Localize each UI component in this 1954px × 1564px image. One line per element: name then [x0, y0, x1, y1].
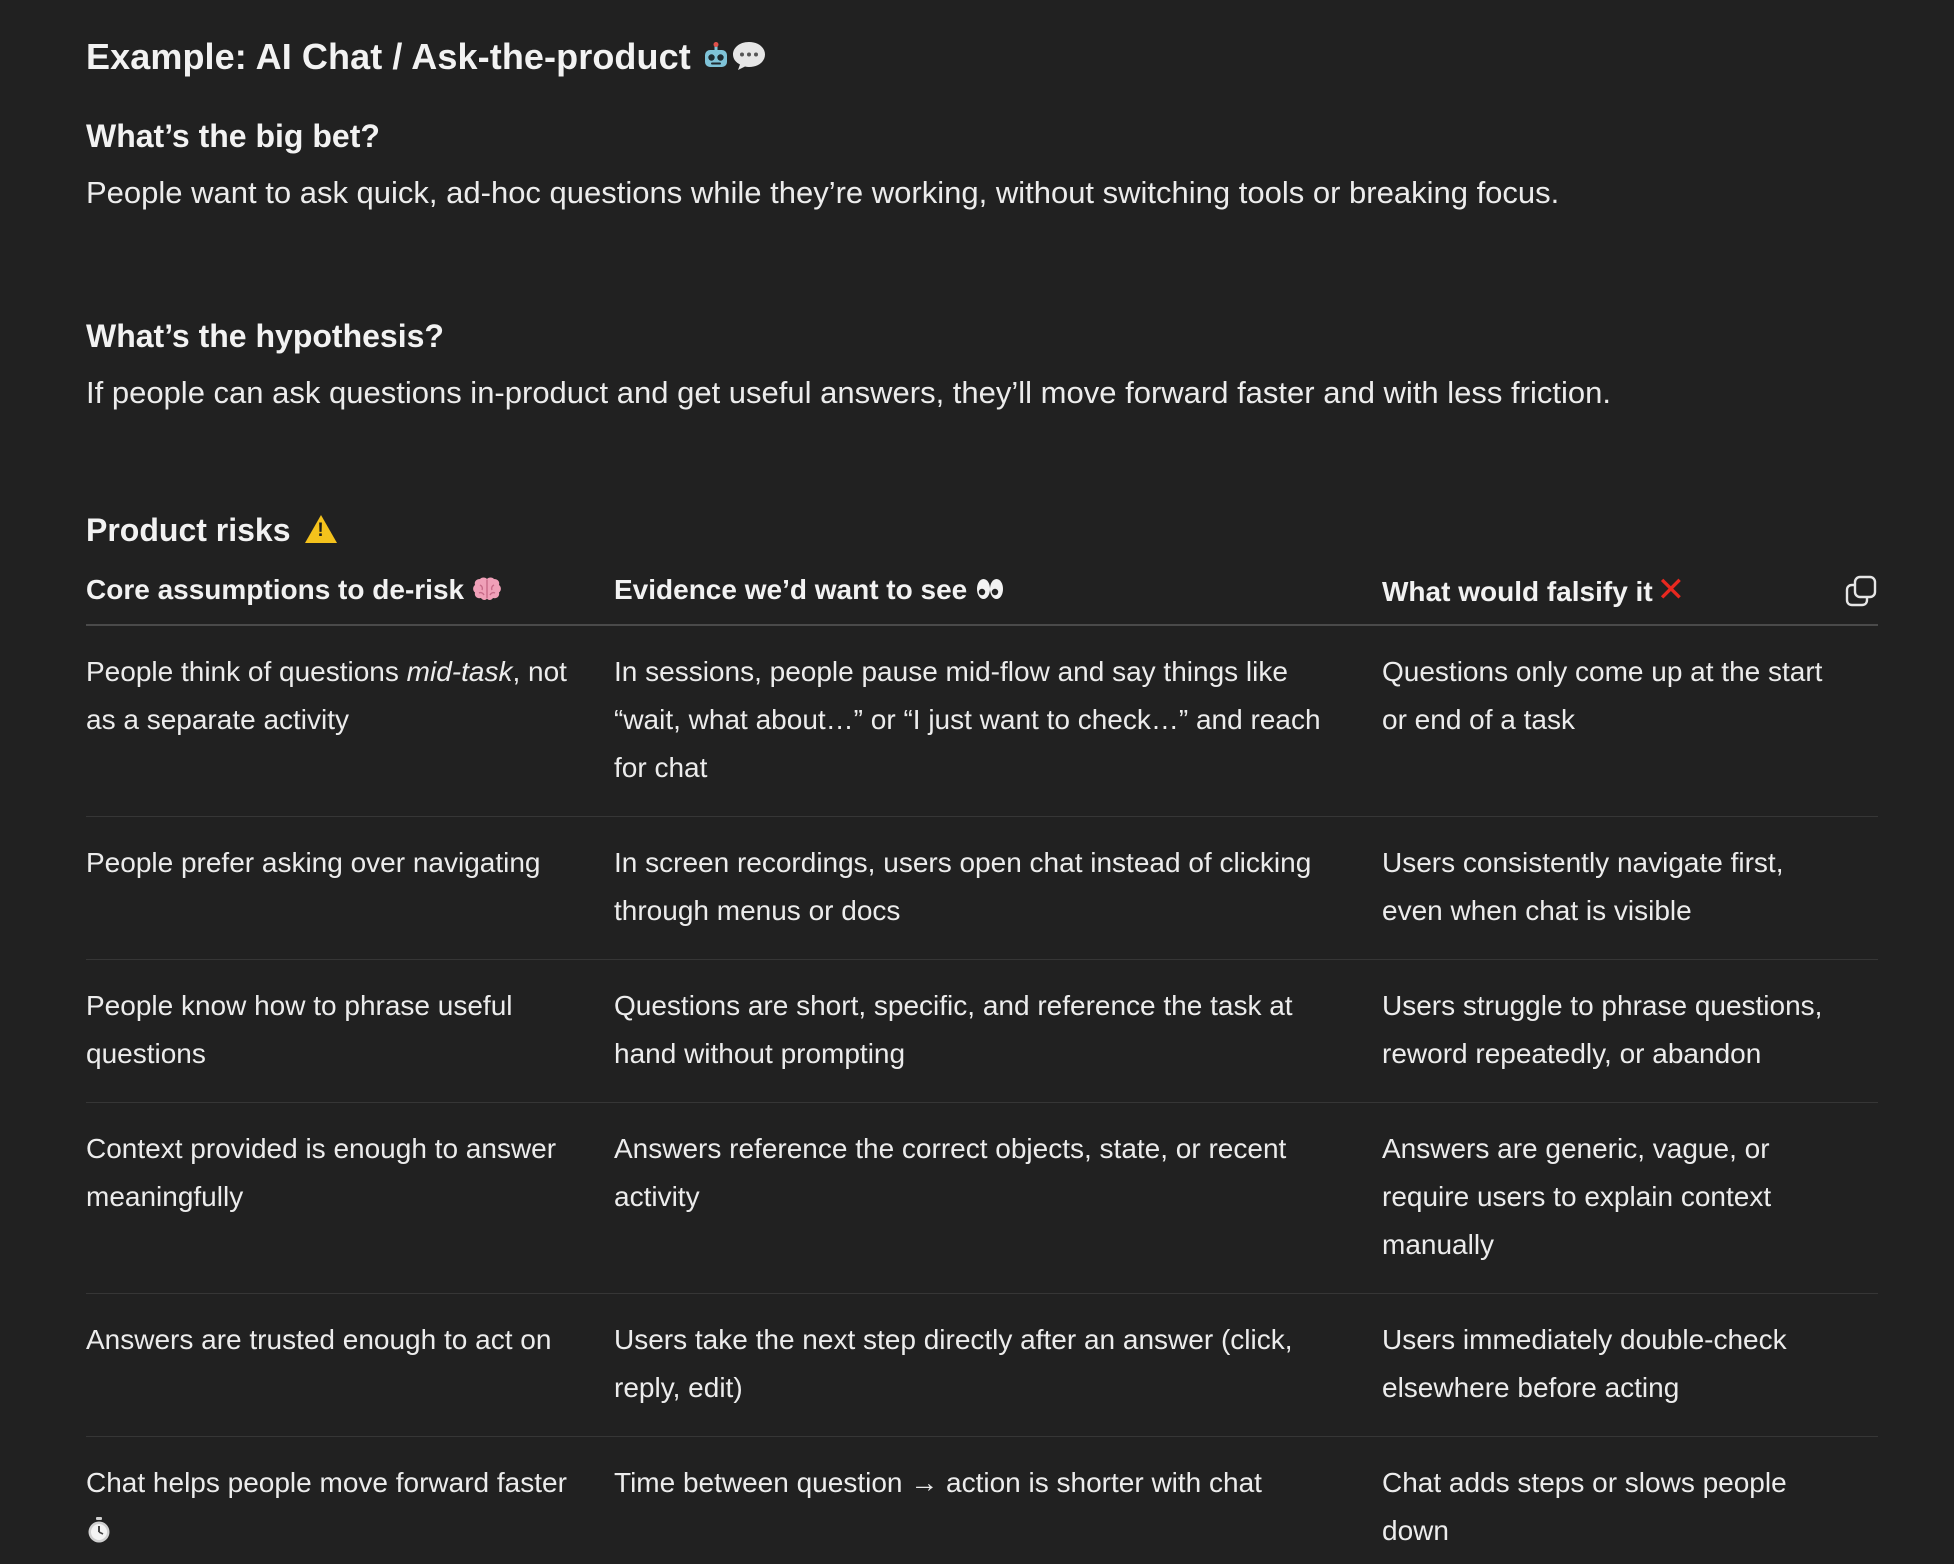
speech-bubble-icon [731, 39, 767, 77]
table-row [86, 960, 1878, 1103]
table-row [86, 1103, 1878, 1294]
cross-mark-icon: ✕ [1656, 570, 1686, 610]
column-header-evidence [614, 560, 1382, 625]
hypothesis-body: If people can ask questions in-product and get useful answers, they’ll move forward faster and with less friction. [86, 375, 1611, 410]
copy-table-button[interactable] [1844, 574, 1878, 608]
big-bet-body: People want to ask quick, ad-hoc questions while they’re working, without switching tools or breaking focus. [86, 175, 1560, 210]
eyes-icon [975, 577, 1005, 605]
assumption-text: Chat helps people move forward faster [86, 1467, 567, 1498]
product-risks-heading [86, 512, 337, 549]
evidence-cell: Answers reference the correct objects, state, or recent activity [614, 1103, 1382, 1294]
warning-icon [305, 515, 337, 543]
table-row [86, 625, 1878, 817]
falsify-cell: Users struggle to phrase questions, reword repeatedly, or abandon [1382, 960, 1878, 1103]
column-header-label: Core assumptions to de-risk [86, 574, 465, 605]
brain-icon [472, 576, 502, 606]
falsify-cell: Chat adds steps or slows people down [1382, 1467, 1787, 1546]
robot-icon [701, 42, 731, 77]
copy-icon [1844, 574, 1878, 608]
falsify-cell: Questions only come up at the start or end of a task [1382, 625, 1878, 817]
column-header-assumptions [86, 560, 614, 625]
assumption-cell [86, 1437, 614, 1564]
falsify-cell: Answers are generic, vague, or require users to explain context manually [1382, 1103, 1878, 1294]
assumption-emphasis: mid-task [406, 656, 513, 687]
evidence-cell: In screen recordings, users open chat instead of clicking through menus or docs [614, 817, 1382, 960]
evidence-cell: In sessions, people pause mid-flow and say things like “wait, what about…” or “I just want to check…” and reach for chat [614, 625, 1382, 817]
assumption-text: , not as a separate activity [86, 656, 567, 735]
column-header-falsify [1382, 560, 1878, 625]
hypothesis-heading: What’s the hypothesis? [86, 318, 444, 354]
assumption-cell: People prefer asking over navigating [86, 817, 614, 960]
falsify-cell: Users immediately double-check elsewhere before acting [1382, 1294, 1878, 1437]
page-title [86, 36, 767, 78]
table-row [86, 817, 1878, 960]
product-risks-heading-text: Product risks [86, 512, 291, 548]
assumption-text: People think of questions [86, 656, 407, 687]
page-title-text: Example: AI Chat / Ask-the-product [86, 36, 691, 77]
table-row [86, 1437, 1878, 1564]
assumption-cell: Answers are trusted enough to act on [86, 1294, 614, 1437]
evidence-cell: Questions are short, specific, and reference the task at hand without prompting [614, 960, 1382, 1103]
table-row [86, 1294, 1878, 1437]
product-risks-table [86, 560, 1878, 1564]
column-header-label: Evidence we’d want to see [614, 574, 968, 605]
evidence-cell: Users take the next step directly after an answer (click, reply, edit) [614, 1294, 1382, 1437]
evidence-cell: Time between question → action is shorter with chat [614, 1467, 1262, 1498]
table-header-row [86, 560, 1878, 625]
assumption-cell: People know how to phrase useful questions [86, 960, 614, 1103]
stopwatch-icon [86, 1508, 112, 1556]
column-header-label: What would falsify it [1382, 576, 1653, 607]
assumption-cell: Context provided is enough to answer meaningfully [86, 1103, 614, 1294]
falsify-cell: Users consistently navigate first, even when chat is visible [1382, 817, 1878, 960]
big-bet-heading: What’s the big bet? [86, 118, 380, 154]
assumption-cell [86, 625, 614, 817]
